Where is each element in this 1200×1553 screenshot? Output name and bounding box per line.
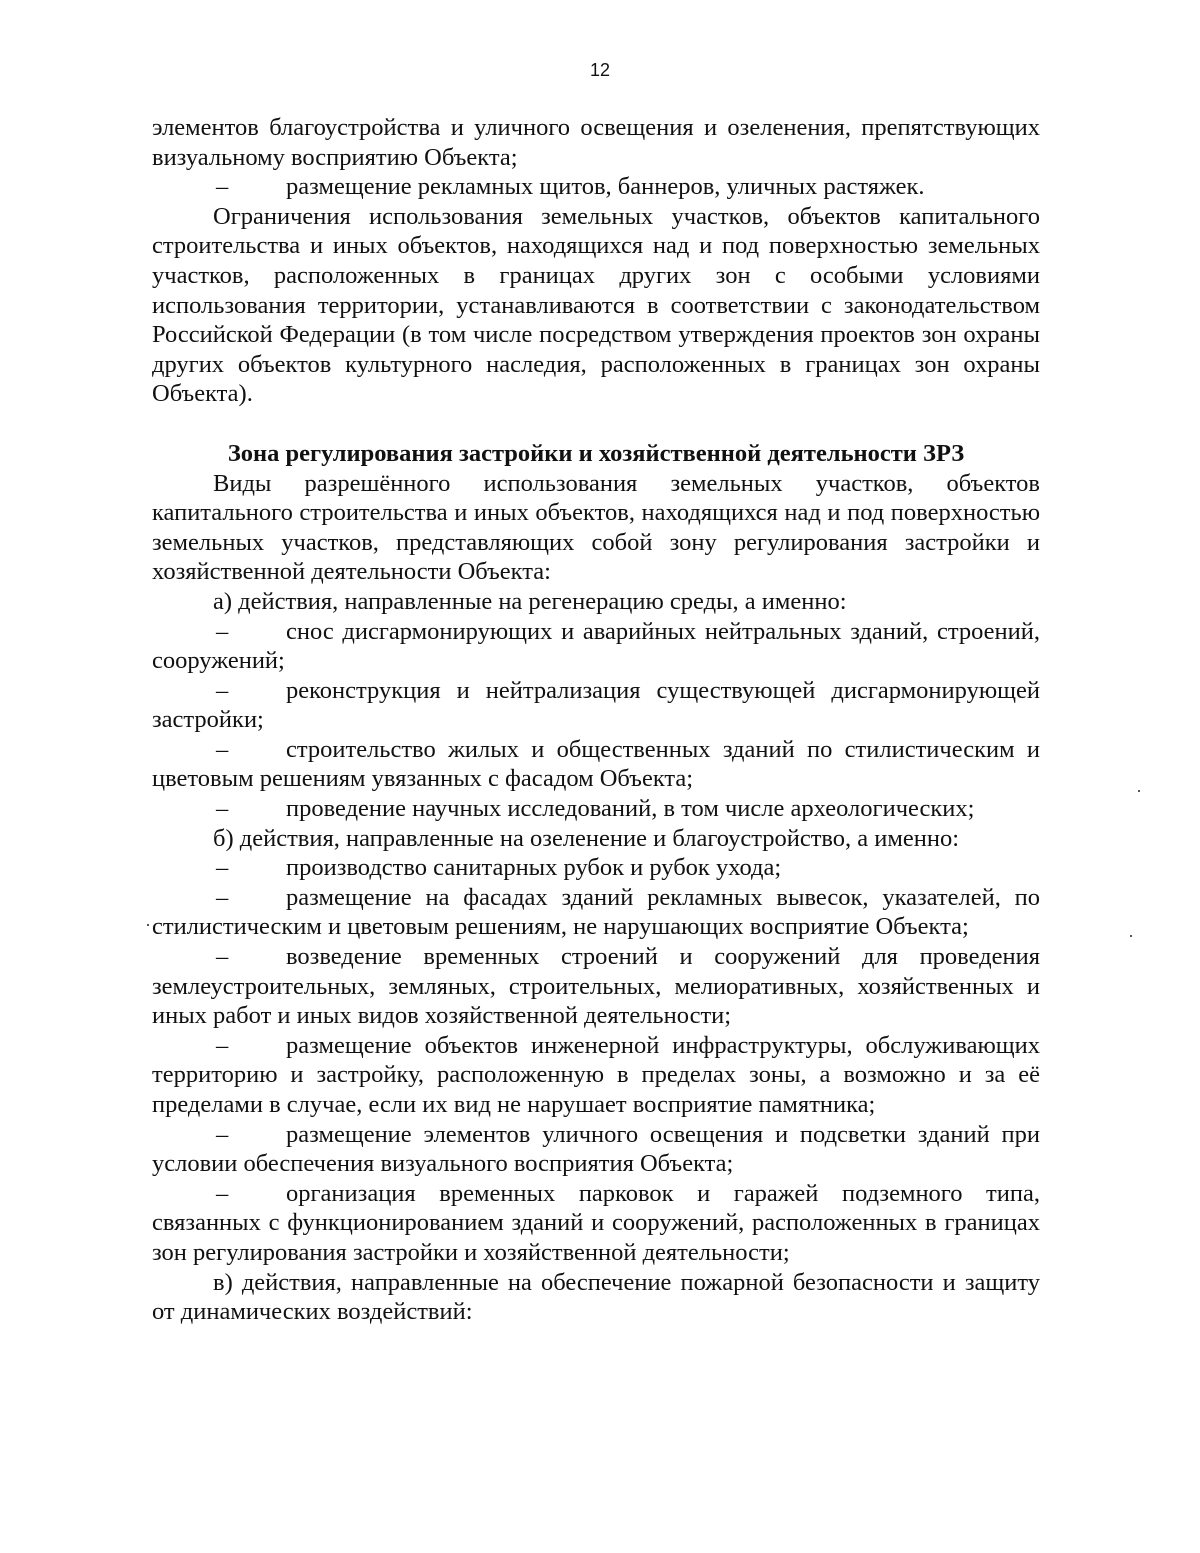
list-item-text: снос дисгармонирующих и аварийных нейтральных зданий, строений, сооружений; [152, 617, 1040, 675]
paragraph: в) действия, направленные на обеспечение пожарной безопасности и защиту от динамических воздействий: [152, 1268, 1040, 1326]
scan-speck [147, 924, 149, 926]
dash-marker: – [216, 854, 229, 882]
dash-marker: – [216, 173, 229, 201]
scan-speck [1138, 790, 1140, 792]
list-item-text: возведение временных строений и сооружений для проведения землеустроительных, земляных, строительных, мелиоративных, хозяйственных и иных работ и иных видов хозяйственной деятельности; [152, 943, 1040, 1030]
list-item-text: реконструкция и нейтрализация существующей дисгармонирующей застройки; [152, 676, 1040, 734]
list-item-text: строительство жилых и общественных зданий по стилистическим и цветовым решениям увязанных с фасадом Объекта; [152, 735, 1040, 793]
paragraph: б) действия, направленные на озеленение и благоустройство, а именно: [213, 824, 960, 852]
dash-marker: – [216, 735, 229, 763]
list-item [152, 942, 1040, 1031]
paragraph: а) действия, направленные на регенерацию среды, а именно: [213, 587, 847, 615]
list-item [152, 617, 1040, 676]
dash-marker: – [216, 943, 229, 971]
dash-marker: – [216, 1179, 229, 1207]
dash-marker: – [216, 1120, 229, 1148]
list-item-text: размещение элементов уличного освещения и подсветки зданий при условии обеспечения визуального восприятия Объекта; [152, 1120, 1040, 1178]
list-item [152, 1031, 1040, 1120]
paragraph: Ограничения использования земельных участков, объектов капитального строительства и иных объектов, находящихся над и под поверхностью земельных участков, расположенных в границах других зон с особыми условиями использования территории, устанавливаются в соответствии с законодательством Российской Федерации (в том числе посредством утверждения проектов зон охраны других объектов культурного наследия, расположенных в границах зон охраны Объекта). [152, 202, 1040, 408]
list-item-text: размещение объектов инженерной инфраструктуры, обслуживающих территорию и застройку, расположенную в пределах зоны, а возможно и за её пределами в случае, если их вид не нарушает восприятие памятника; [152, 1031, 1040, 1118]
section-heading: Зона регулирования застройки и хозяйственной деятельности ЗРЗ [227, 439, 965, 467]
paragraph: Виды разрешённого использования земельных участков, объектов капитального строительства и иных объектов, находящихся над и под поверхностью земельных участков, представляющих собой зону регулирования застройки и хозяйственной деятельности Объекта: [152, 469, 1040, 586]
list-item [152, 1120, 1040, 1179]
dash-marker: – [216, 795, 229, 823]
list-item-text: производство санитарных рубок и рубок ухода; [286, 854, 782, 882]
dash-marker: – [216, 617, 229, 645]
list-item [152, 676, 1040, 735]
list-item-text: размещение рекламных щитов, баннеров, уличных растяжек. [286, 173, 925, 201]
list-item [152, 1179, 1040, 1268]
scan-speck [1130, 935, 1132, 937]
list-item [152, 853, 1040, 883]
document-body [152, 113, 1040, 1327]
dash-marker: – [216, 676, 229, 704]
list-item [152, 883, 1040, 942]
list-item-text: организация временных парковок и гаражей подземного типа, связанных с функционированием зданий и сооружений, расположенных в границах зон регулирования застройки и хозяйственной деятельности; [152, 1179, 1040, 1266]
paragraph: элементов благоустройства и уличного освещения и озеленения, препятствующих визуальному восприятию Объекта; [152, 114, 1040, 171]
list-item [152, 172, 1040, 202]
list-item-text: размещение на фасадах зданий рекламных вывесок, указателей, по стилистическим и цветовым решениям, не нарушающих восприятие Объекта; [152, 883, 1040, 941]
list-item [152, 735, 1040, 794]
list-item [152, 794, 1040, 824]
page-number: 12 [589, 60, 611, 80]
list-item-text: проведение научных исследований, в том числе археологических; [286, 795, 975, 823]
dash-marker: – [216, 883, 229, 911]
dash-marker: – [216, 1031, 229, 1059]
